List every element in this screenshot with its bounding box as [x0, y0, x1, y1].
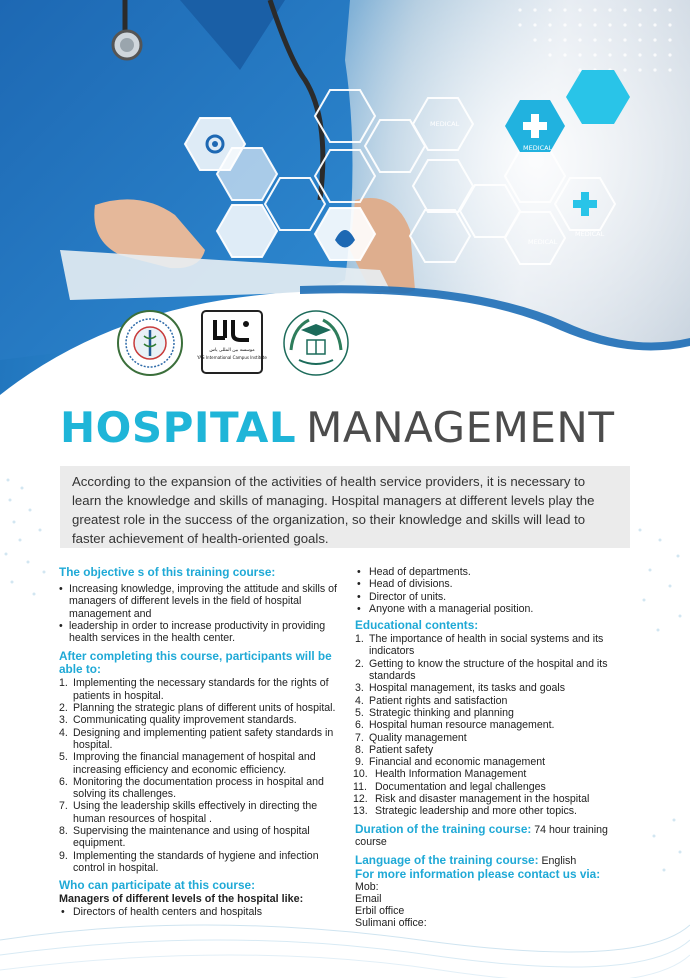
partner-logos [115, 308, 355, 380]
list-item: 2. Planning the strategic plans of different units of hospital. [59, 702, 336, 715]
list-item: 9. Financial and economic management [355, 756, 546, 769]
yas-text: YAS International Campus Institute [197, 355, 267, 360]
hex-label: MEDICAL [430, 120, 460, 128]
list-item: 12. Risk and disaster management in the hospital [353, 793, 590, 806]
list-item: 13. Strategic leadership and more other topics. [353, 805, 577, 818]
list-item: 8. Supervising the maintenance and using of hospital equipment. [59, 825, 310, 850]
list-item: 4. Patient rights and satisfaction [355, 694, 508, 707]
list-item: 7. Using the leadership skills effectively in directing the human resources of hospital . [59, 800, 318, 825]
contact-email: Email [355, 892, 382, 905]
hex-label: MEDICAL [575, 230, 605, 238]
list-item: • Increasing knowledge, improving the attitude and skills of managers of different levels in the field of hospital management and [59, 583, 341, 620]
list-item: 5. Improving the financial management of hospital and increasing efficiency and economic efficiency. [59, 751, 316, 776]
after-list [59, 677, 341, 874]
duration-value: 74 hour training course [355, 823, 608, 848]
contact-erbil: Erbil office [355, 905, 405, 918]
technical-institute-logo [281, 308, 351, 378]
contact-sulimani: Sulimani office: [355, 917, 427, 930]
list-item: • Head of divisions. [355, 578, 640, 590]
contact-heading: For more information please contact us via: [355, 866, 601, 881]
who-list [59, 906, 341, 918]
list-item: 2. Getting to know the structure of the hospital and its standards [355, 657, 608, 683]
contact-mob: Mob: [355, 880, 379, 893]
who-subheading: Managers of different levels of the hospital like: [59, 893, 304, 906]
edu-list [355, 633, 640, 817]
list-item: 9. Implementing the standards of hygiene and infection control in hospital. [59, 849, 319, 874]
committee-logo [115, 308, 185, 378]
who-heading: Who can participate at this course: [59, 878, 255, 893]
list-item: 4. Designing and implementing patient safety standards in hospital. [59, 726, 334, 751]
list-item: 1. The importance of health in social systems and its indicators [355, 633, 604, 658]
list-item: 6. Hospital human resource management. [355, 719, 555, 732]
hex-label: MEDICAL [528, 238, 558, 246]
objective-list [59, 583, 341, 644]
list-item: 8. Patient safety [355, 743, 434, 756]
page-title [60, 398, 614, 458]
list-item: 1. Implementing the necessary standards for the rights of patients in hospital. [59, 677, 329, 702]
yas-name: موسسه بین المللی یاس [209, 348, 255, 353]
list-item: 5. Strategic thinking and planning [355, 706, 514, 719]
list-item: 3. Hospital management, its tasks and goals [355, 682, 566, 695]
duration-line [355, 823, 640, 849]
intro-paragraph: According to the expansion of the activities of health service providers, it is necessary to learn the knowledge and skills of managing. Hospital managers at different levels play the greatest role in the success of the organization, so their knowledge and skills will lead to faster achievement of health-oriented goals. [60, 466, 630, 548]
language-value: English [538, 855, 577, 868]
after-heading: After completing this course, participants will be able to: [59, 649, 332, 677]
yas-institute-logo [197, 310, 267, 374]
left-column [59, 566, 341, 918]
right-column [355, 566, 640, 930]
list-item: • Directors of health centers and hospitals [59, 906, 341, 918]
duration-label: Duration of the training course: [355, 821, 532, 836]
language-line [355, 854, 640, 867]
dot-decoration-left [0, 470, 60, 730]
list-item: 3. Communicating quality improvement standards. [59, 714, 297, 727]
hex-label: MEDICAL [523, 144, 553, 152]
list-item: • Director of units. [355, 591, 640, 603]
list-item: • leadership in order to increase productivity in providing health services in the health center. [59, 620, 341, 645]
list-item: 10. Health Information Management [353, 768, 527, 781]
list-item: • Anyone with a managerial position. [355, 603, 640, 615]
objective-heading: The objective s of this training course: [59, 565, 276, 579]
list-item: 11. Documentation and legal challenges [353, 780, 546, 793]
language-label: Language of the training course: [355, 853, 539, 868]
list-item: 6. Monitoring the documentation process in hospital and solving its challenges. [59, 775, 324, 801]
who-list-continued [355, 566, 640, 615]
list-item: 7. Quality management [355, 731, 467, 744]
list-item: • Head of departments. [355, 566, 640, 578]
title-management: MANAGEMENT [306, 403, 615, 452]
title-hospital: HOSPITAL [60, 403, 297, 452]
edu-heading: Educational contents: [355, 618, 479, 633]
